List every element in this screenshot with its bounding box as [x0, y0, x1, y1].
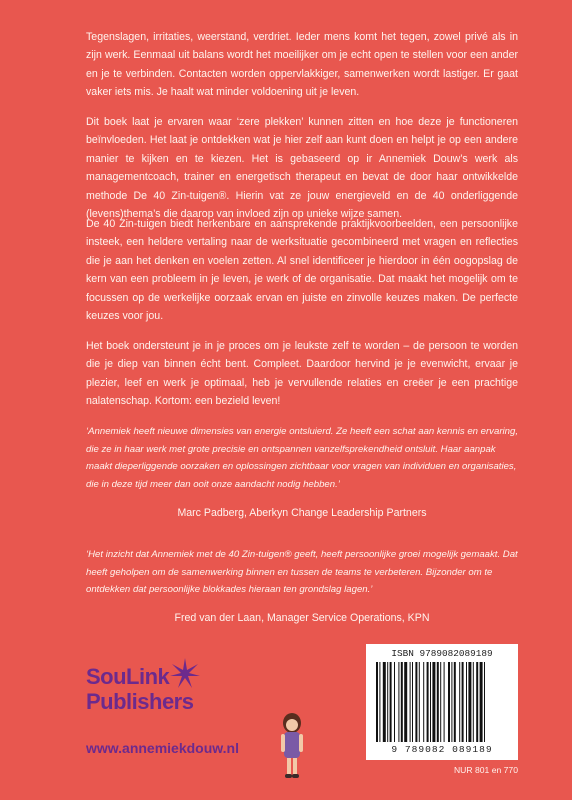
- publisher-name-line1: SouLink: [86, 664, 170, 689]
- barcode: [366, 644, 518, 760]
- blurb-paragraph-3: De 40 Zin-tuigen biedt herkenbare en aansprekende praktijkvoorbeelden, een persoonlijke insteek, een heldere vertaling naar de werksituatie gecombineerd met vragen en reflecties die je aan het denken en voelen zetten. Al snel identificeer je hierdoor in één oogopslag de kern van een probleem in je leven, je werk of de organisatie. Dat maakt het mogelijk om te focussen op de werkelijke oorzaak ervan en juiste en zinvolle keuzes maken. De perfecte keuzes voor jou.: [86, 218, 518, 323]
- publisher-name-line2: Publishers: [86, 689, 194, 714]
- blurb-paragraph-1: Tegenslagen, irritaties, weerstand, verdriet. Ieder mens komt het tegen, zowel privé als in zijn werk. Eenmaal uit balans wordt het moeilijker om je echt open te stellen voor een ander en je te verbinden. Contacten worden oppervlakkiger, samenwerken wordt lastiger. Er gaat vaker iets mis. Je haalt wat minder voldoening uit je leven.: [86, 31, 518, 99]
- blurb-paragraph-4: Het boek ondersteunt je in je proces om je leukste zelf te worden – de persoon te worden die je diep van binnen écht bent. Compleet. Daardoor hervind je je evenwicht, ervaar je plezier, leef en werk je optimaal, heb je vervullende relaties en creëer je een prachtige nalatenschap. Kortom: een bezield leven!: [86, 340, 518, 408]
- testimonial-author-1: Marc Padberg, Aberkyn Change Leadership Partners: [177, 507, 427, 519]
- isbn-label: ISBN 9789082089189: [391, 648, 493, 659]
- star-burst-icon: [170, 658, 200, 688]
- testimonial-author-2: Fred van der Laan, Manager Service Operations, KPN: [174, 612, 430, 624]
- publisher-logo: [86, 664, 216, 720]
- blurb-paragraph-2: Dit boek laat je ervaren waar ‘zere plekken’ kunnen zitten en hoe deze je functioneren beïnvloeden. Het laat je ontdekken wat je hier zelf aan kunt doen en helpt je op een andere manier te kijken en te kiezen. Het is gebaseerd op ir Annemiek Douw’s werk als managementcoach, trainer en energetisch therapeut en bevat de door haar ontwikkelde methode De 40 Zin-tuigen®. Hierin vat ze jouw energieveld en de 40 onderliggende (levens)thema’s die daarop van invloed zijn op unieke wijze samen.: [86, 116, 518, 221]
- website-url[interactable]: www.annemiekdouw.nl: [86, 740, 239, 756]
- girl-illustration-icon: [277, 712, 307, 782]
- nur-code: NUR 801 en 770: [453, 765, 518, 775]
- barcode-bars: [374, 662, 510, 744]
- testimonial-quote-1: ‘Annemiek heeft nieuwe dimensies van energie ontsluierd. Ze heeft een schat aan kennis en ervaring, die ze in haar werk met grote precisie en ontspannen vanzelfsprekendheid ontsluit. Haar aanpak maakt dieperliggende oorzaken en oplossingen zichtbaar voor vragen van individuen en organisaties, die in deze tijd meer dan ooit onze aandacht nodig hebben.’: [86, 426, 518, 490]
- barcode-digits: 9 789082 089189: [391, 744, 493, 755]
- testimonial-quote-2: ‘Het inzicht dat Annemiek met de 40 Zin-tuigen® geeft, heeft persoonlijke groei mogelijk gemaakt. Dat heeft geholpen om de samenwerking binnen en tussen de teams te verbeteren. Bijzonder om te ontdekken dat persoonlijke blokkades hieraan ten grondslag lagen.’: [86, 549, 518, 596]
